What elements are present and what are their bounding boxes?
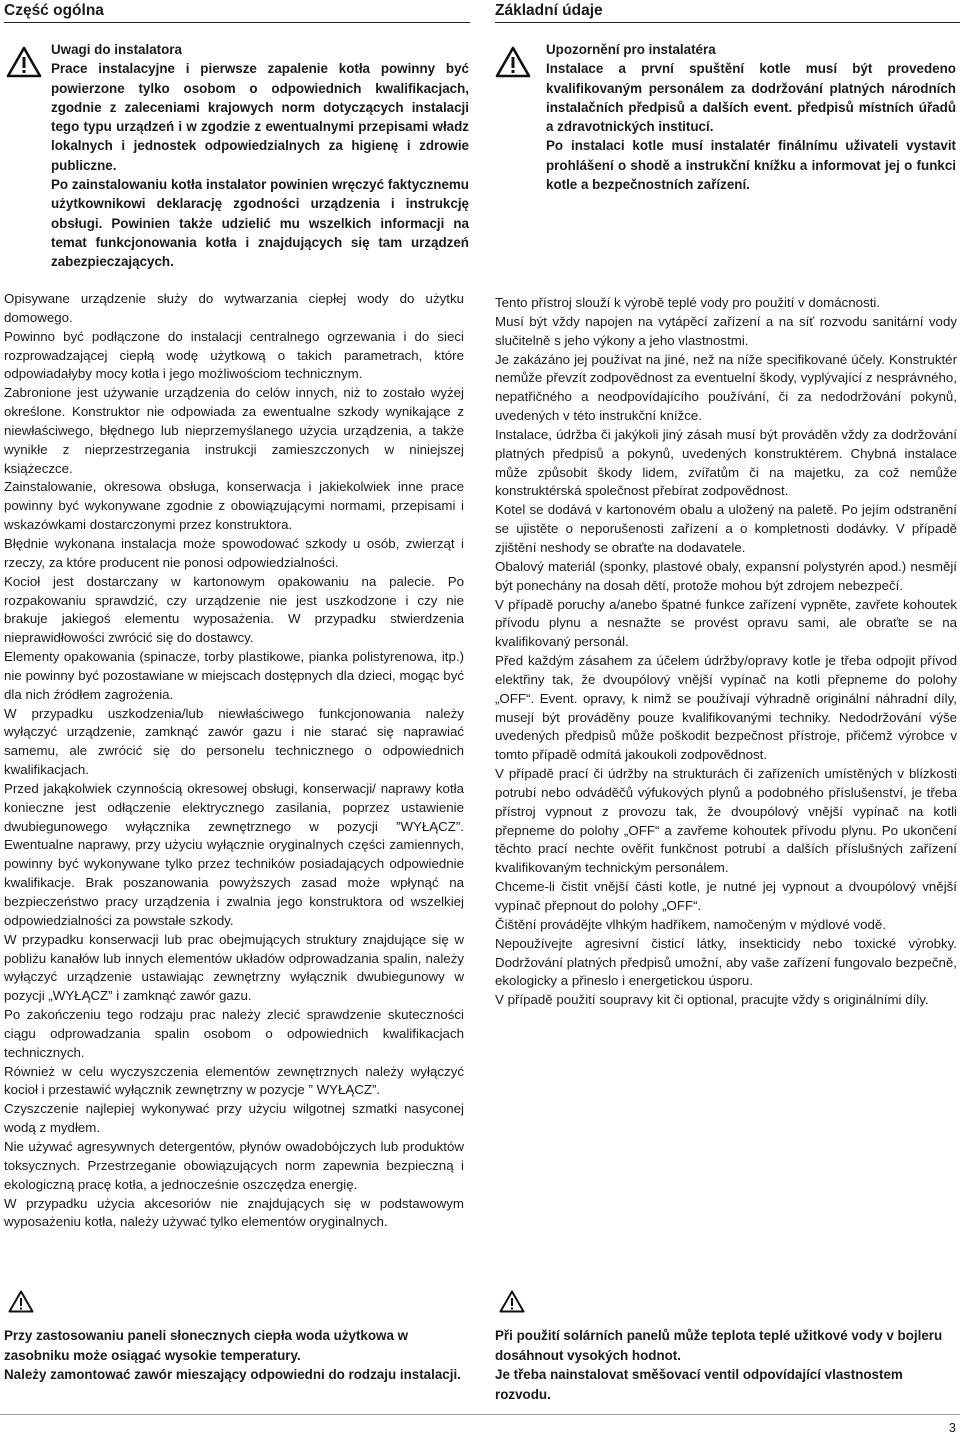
paragraph: Błędnie wykonana instalacja może spowodować szkody u osób, zwierząt i rzeczy, za które producent nie ponosi odpowiedzialności. <box>4 535 464 570</box>
note-paragraph: Należy zamontować zawór mieszający odpowiedni do rodzaju instalacji. <box>4 1367 461 1382</box>
paragraph: Chceme-li čistit vnější části kotle, je nutné jej vypnout a dvoupólový vnější vypínač přepnout do polohy „OFF“. <box>495 879 957 913</box>
paragraph: Również w celu wyczyszczenia elementów zewnętrznych należy wyłączyć kocioł i przestawić wyłącznik zewnętrzny w pozycje ” WYŁĄCZ”. <box>4 1063 464 1098</box>
warning-text <box>51 40 469 272</box>
paragraph: Tento přístroj slouží k výrobě teplé vody pro použití v domácnosti. <box>495 295 881 310</box>
warning-heading: Uwagi do instalatora <box>51 42 182 57</box>
solar-panel-note-polish <box>4 1326 464 1385</box>
warning-triangle-icon <box>495 46 531 78</box>
section-title-polish: Część ogólna <box>4 0 470 23</box>
section-title-czech: Základní údaje <box>495 0 960 23</box>
paragraph: V případě prací či údržby na strukturách či zařízeních umístěných v blízkosti potrubí nebo odváděčů výfukových plynů a podobného příslušenství, je třeba přístroj vypnout z provozu tak, že dvoupólový vnější vypínač na kotli přepneme do polohy „OFF“ a zavřeme kohoutek přívodu plynu. Po ukončení těchto prací nechte ověřit funkčnost potrubí a dalších příslušných zařízení kvalifikovaným technickým personálem. <box>495 766 957 876</box>
warning-triangle-icon <box>8 1290 34 1313</box>
paragraph: W przypadku konserwacji lub prac obejmujących struktury znajdujące się w pobliżu kanałów lub innych elementów układów odprowadzania spalin, należy wyłączyć urządzenie ustawiając zewnętrzny wyłącznik dwubiegunowy w pozycji „WYŁĄCZ” i zamknąć zawór gazu. <box>4 931 464 1004</box>
footer-divider <box>0 1414 960 1415</box>
paragraph: Opisywane urządzenie służy do wytwarzania ciepłej wody do użytku domowego. <box>4 291 464 325</box>
paragraph: Po zakończeniu tego rodzaju prac należy zlecić sprawdzenie skuteczności ciągu odprowadzania spalin osobom o odpowiednich kwalifikacjach technicznych. <box>4 1007 464 1060</box>
paragraph: Musí být vždy napojen na vytápěcí zařízení a na síť rozvodu sanitární vody slučitelně s jeho výkony a jeho vlastnostmi. <box>495 313 957 348</box>
body-text-czech <box>495 294 957 1010</box>
body-text-polish <box>4 290 464 1232</box>
paragraph: Powinno być podłączone do instalacji centralnego ogrzewania i do sieci rozprowadzającej ciepłą wodę użytkową o takich parametrach, które odpowiadałyby mocy kotła i jego możliwościom technicznym. <box>4 328 464 382</box>
paragraph: W przypadku użycia akcesoriów nie znajdujących się w podstawowym wyposażeniu kotła, należy używać tylko elementów oryginalnych. <box>4 1195 464 1230</box>
paragraph: Czyszczenie najlepiej wykonywać przy użyciu wilgotnej szmatki nasyconej wodą z mydłem. <box>4 1101 464 1136</box>
warning-heading: Upozornění pro instalatéra <box>546 42 716 57</box>
paragraph: Obalový materiál (sponky, plastové obaly, expansní polystyrén apod.) nesmějí být ponechány na dosah dětí, protože mohou být zdrojem nebezpečí. <box>495 558 957 593</box>
paragraph: W przypadku uszkodzenia/lub niewłaściwego funkcjonowania należy wyłączyć urządzenie, zamknąć zawór gazu i nie starać się naprawiać samemu, ale zwrócić się do personelu technicznego o odpowiednich kwalifikacjach. <box>4 705 464 778</box>
paragraph: Kotel se dodává v kartonovém obalu a uložený na paletě. Po jejím odstranění se ujistěte o neporušenosti zařízení a o kompletnosti dodávky. V případě zjištění neshody se obraťte na dodavatele. <box>495 502 957 555</box>
paragraph: Před každým zásahem za účelem údržby/opravy kotle je třeba odpojit přívod elektřiny tak, že dvoupólový vnější vypínač na kotli přepneme do polohy „OFF“. Event. opravy, k nimž se používají výhradně originální náhradní díly, musejí být prováděny pouze kvalifikovanými techniky. Nedodržování výše uvedených předpisů může poškodit bezpečnost přístroje, přičemž výrobce v tomto případě odmítá jakoukoli zodpovědnost. <box>495 653 957 763</box>
paragraph: Kocioł jest dostarczany w kartonowym opakowaniu na palecie. Po rozpakowaniu sprawdzić, czy urządzenie nie jest uszkodzone i czy nie brakuje jakiegoś elementu wyposażenia. W przypadku stwierdzenia nieprawidłowości zwrócić się do dostawcy. <box>4 573 464 646</box>
warning-paragraph: Po instalaci kotle musí instalatér finálnímu uživateli vystavit prohlášení o shodě a instrukční knížku a informovat jej o funkci kotle a bezpečnostních zařízení. <box>546 138 956 193</box>
warning-paragraph: Po zainstalowaniu kotła instalator powinien wręczyć faktycznemu użytkownikowi deklarację zgodności urządzenia i instrukcję obsługi. Powinien także udzielić mu wszelkich informacji na temat funkcjonowania kotła i znajdujących się tam urządzeń zabezpieczających. <box>51 177 469 270</box>
warning-paragraph: Prace instalacyjne i pierwsze zapalenie kotła powinny być powierzone tylko osobom o odpowiednich kwalifikacjach, zgodnie z zaleceniami krajowych norm dotyczących instalacji tego typu urządzeń i w zgodzie z ewentualnymi przepisami władz lokalnych i jednostek odpowiedzialnych za higienę i zdrowie publiczne. <box>51 61 469 173</box>
paragraph: V případě použití soupravy kit či optional, pracujte vždy s originálními díly. <box>495 992 929 1008</box>
warning-triangle-icon <box>499 1290 525 1313</box>
paragraph: V případě poruchy a/anebo špatné funkce zařízení vypněte, zavřete kohoutek přívodu plynu a nesnažte se provést opravu sami, ale obraťte se na kvalifikovaný personál. <box>495 596 957 650</box>
warning-text <box>546 40 956 194</box>
paragraph: Przed jakąkolwiek czynnością okresowej obsługi, konserwacji/ naprawy kotła konieczne jest odłączenie elektrycznego zasilania, poprzez ustawienie dwubiegunowego wyłącznika zewnętrznego w pozycji ”WYŁĄCZ”. Ewentualne naprawy, przy użyciu wyłącznie oryginalnych części zamiennych, powinny być wykonywane tylko przez techników posiadających odpowiednie kwalifikacje. Brak poszanowania powyższych zasad może wpłynąć na bezpieczeństwo pracy urządzenia i zwalnia jego konstruktora od wszelkiej odpowiedzialności za powstałe szkody. <box>4 780 464 928</box>
warning-paragraph: Instalace a první spuštění kotle musí být provedeno kvalifikovaným personálem za dodržování platných národních instalačních předpisů a dalších event. předpisů místních úřadů a zdravotnických institucí. <box>546 61 956 135</box>
paragraph: Zainstalowanie, okresowa obsługa, konserwacja i jakiekolwiek inne prace powinny być wykonywane zgodnie z obowiązującymi normami, przepisami i wskazówkami dostarczonymi przez konstruktora. <box>4 479 464 533</box>
paragraph: Čištění provádějte vlhkým hadříkem, namočeným v mýdlové vodě. <box>495 916 886 932</box>
note-paragraph: Při použití solárních panelů může teplota teplé užitkové vody v bojleru dosáhnout vysokých hodnot. <box>495 1328 943 1363</box>
paragraph: Elementy opakowania (spinacze, torby plastikowe, pianka polistyrenowa, itp.) nie powinny być pozostawiane w miejscach dostępnych dla dzieci, mogąc być dla nich źródłem zagrożenia. <box>4 649 464 702</box>
solar-panel-note-czech <box>495 1326 955 1404</box>
warning-triangle-icon <box>6 46 42 78</box>
paragraph: Nie używać agresywnych detergentów, płynów owadobójczych lub produktów toksycznych. Przestrzeganie obowiązujących norm zapewnia bezpieczną i ekologiczną pracę kotła, a jednocześnie oszczędza energię. <box>4 1138 464 1192</box>
page-number: 3 <box>948 1420 956 1435</box>
paragraph: Je zakázáno jej používat na jiné, než na níže specifikované účely. Konstruktér nemůže převzít zodpovědnost za eventuelní škody, vyplývající z nesprávného, nepatřičného a neodpovídajícího používání, či za nedodržování pokynů, uvedených v této instrukční knížce. <box>495 351 957 424</box>
note-paragraph: Przy zastosowaniu paneli słonecznych ciepła woda użytkowa w zasobniku może osiągać wysokie temperatury. <box>4 1328 409 1363</box>
paragraph: Nepoužívejte agresivní čisticí látky, insekticidy nebo toxické výrobky. Dodržování platných předpisů umožní, aby vaše zařízení fungovalo bezpečně, ekologicky a přineslo i energetickou úsporu. <box>495 935 957 989</box>
note-paragraph: Je třeba nainstalovat směšovací ventil odpovídající vlastnostem rozvodu. <box>495 1367 903 1402</box>
paragraph: Zabronione jest używanie urządzenia do celów innych, niż to zostało wyżej określone. Konstruktor nie odpowiada za ewentualne szkody wynikające z niewłaściwego, błędnego lub nieprzemyślanego użycia urządzenia, a także wynikłe z nieprzestrzegania instrukcji zamieszczonych w niniejszej książeczce. <box>4 385 464 476</box>
paragraph: Instalace, údržba či jakýkoli jiný zásah musí být prováděn vždy za dodržování platných předpisů a pokynů, uvedených konstruktérem. Chybná instalace může způsobit škody lidem, zvířatům či na majetku, za což nemůže konstruktérská společnost přebírat zodpovědnost. <box>495 426 957 499</box>
